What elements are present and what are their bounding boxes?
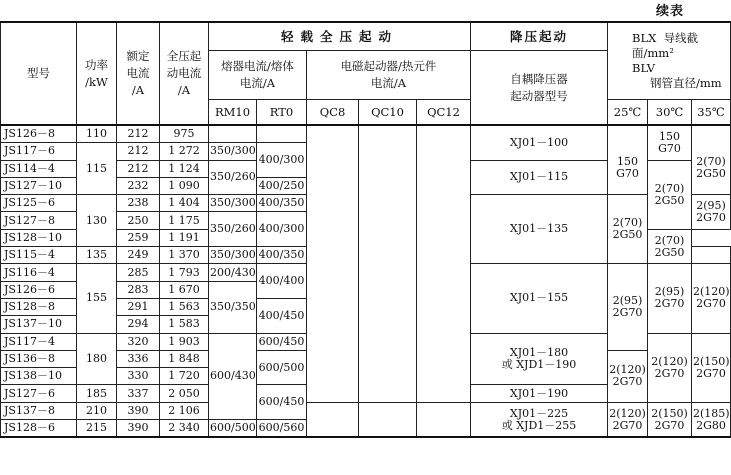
row-start: 1 404 bbox=[160, 195, 209, 212]
rt0-cell: 400/250 bbox=[257, 177, 307, 194]
row-model: JS137－8 bbox=[1, 402, 77, 419]
row-current: 337 bbox=[117, 385, 160, 402]
header-power: 功率 /kW bbox=[77, 22, 117, 125]
row-power: 155 bbox=[77, 264, 117, 333]
rt0-cell: 600/450 bbox=[257, 333, 307, 350]
row-model: JS128－8 bbox=[1, 298, 77, 315]
wire25-cell: 2(95) 2G70 bbox=[608, 264, 648, 350]
header-wire-section: BLX 导线截面/mm² BLV 钢管直径/mm bbox=[608, 22, 731, 100]
rm10-cell: 350/300 bbox=[209, 143, 257, 160]
rt0-cell: 400/400 bbox=[257, 264, 307, 299]
rt0-cell: 400/350 bbox=[257, 247, 307, 264]
row-start: 1 720 bbox=[160, 368, 209, 385]
row-start: 1 090 bbox=[160, 177, 209, 194]
header-fuse: 熔器电流/熔体 电流/A bbox=[209, 51, 307, 100]
rt0-cell: 600/500 bbox=[257, 350, 307, 385]
row-power: 180 bbox=[77, 333, 117, 385]
wire25-cell: 2(120) 2G70 bbox=[608, 350, 648, 402]
rm10-cell: 350/300 bbox=[209, 195, 257, 212]
header-magnetic-starter: 电磁起动器/热元件 电流/A bbox=[307, 51, 471, 100]
row-current: 336 bbox=[117, 350, 160, 367]
row-model: JS127－8 bbox=[1, 212, 77, 229]
row-power: 210 bbox=[77, 402, 117, 419]
starter-cell: XJ01－115 bbox=[471, 160, 608, 195]
row-power: 110 bbox=[77, 125, 117, 143]
row-power: 135 bbox=[77, 247, 117, 264]
table-caption: 续表 bbox=[655, 4, 684, 19]
row-power: 130 bbox=[77, 195, 117, 247]
wire25-cell: 2(120) 2G70 bbox=[608, 402, 648, 437]
row-current: 212 bbox=[117, 143, 160, 160]
rm10-cell: 350/300 bbox=[209, 247, 257, 264]
row-current: 294 bbox=[117, 316, 160, 333]
wire30-cell: 2(150) 2G70 bbox=[648, 402, 692, 437]
wire35-cell: 2(95) 2G70 bbox=[692, 195, 731, 230]
rm10-cell: 350/260 bbox=[209, 212, 257, 247]
rm10-cell: 600/430 bbox=[209, 333, 257, 419]
row-model: JS137－10 bbox=[1, 316, 77, 333]
row-current: 238 bbox=[117, 195, 160, 212]
wire35-cell: 2(150) 2G70 bbox=[692, 333, 731, 402]
rt0-cell: 400/300 bbox=[257, 212, 307, 247]
header-reduced-start: 降压起动 bbox=[471, 22, 608, 51]
wire35-cell: 2(70) 2G50 bbox=[648, 229, 692, 264]
row-start: 975 bbox=[160, 125, 209, 143]
header-light-start: 轻载全压起动 bbox=[209, 22, 471, 51]
wire30-cell: 2(95) 2G70 bbox=[648, 264, 692, 333]
row-current: 390 bbox=[117, 402, 160, 419]
row-current: 285 bbox=[117, 264, 160, 281]
wire35-cell: 2(185) 2G80 bbox=[692, 402, 731, 437]
row-model: JS127－6 bbox=[1, 385, 77, 402]
wire35-cell: 2(70) 2G50 bbox=[692, 143, 731, 195]
row-start: 2 106 bbox=[160, 402, 209, 419]
header-rm10: RM10 bbox=[209, 100, 257, 126]
qc10-empty bbox=[359, 125, 417, 402]
row-start: 1 563 bbox=[160, 298, 209, 315]
row-start: 1 370 bbox=[160, 247, 209, 264]
row-start: 1 903 bbox=[160, 333, 209, 350]
row-current: 291 bbox=[117, 298, 160, 315]
header-qc10: QC10 bbox=[359, 100, 417, 126]
row-model: JS136－8 bbox=[1, 350, 77, 367]
rt0-cell: 600/560 bbox=[257, 420, 307, 438]
row-model: JS126－6 bbox=[1, 281, 77, 298]
row-current: 249 bbox=[117, 247, 160, 264]
wire25-cell: 2(70) 2G50 bbox=[608, 195, 648, 264]
row-current: 212 bbox=[117, 160, 160, 177]
row-current: 283 bbox=[117, 281, 160, 298]
row-power: 185 bbox=[77, 385, 117, 402]
row-start: 1 583 bbox=[160, 316, 209, 333]
wire30-cell: 150 G70 bbox=[648, 125, 692, 160]
starter-cell: XJ01－135 bbox=[471, 195, 608, 264]
header-qc12: QC12 bbox=[417, 100, 471, 126]
rt0-cell: 400/450 bbox=[257, 298, 307, 333]
rm10-cell: 200/430 bbox=[209, 264, 257, 281]
starter-cell: XJ01－190 bbox=[471, 385, 608, 402]
rt0-cell: 400/300 bbox=[257, 143, 307, 178]
row-model: JS126－8 bbox=[1, 125, 77, 143]
header-rt0: RT0 bbox=[257, 100, 307, 126]
header-t25: 25℃ bbox=[608, 100, 648, 126]
row-model: JS117－4 bbox=[1, 333, 77, 350]
row-model: JS127－10 bbox=[1, 177, 77, 194]
row-start: 2 340 bbox=[160, 420, 209, 438]
motor-start-table bbox=[0, 21, 731, 438]
row-model: JS128－6 bbox=[1, 420, 77, 438]
header-qc8: QC8 bbox=[307, 100, 359, 126]
row-current: 250 bbox=[117, 212, 160, 229]
row-model: JS116－4 bbox=[1, 264, 77, 281]
rm10-cell: 350/260 bbox=[209, 160, 257, 195]
row-current: 390 bbox=[117, 420, 160, 438]
wire25-cell: 150 G70 bbox=[608, 143, 648, 195]
row-start: 1 124 bbox=[160, 160, 209, 177]
row-model: JS117－6 bbox=[1, 143, 77, 160]
row-model: JS138－10 bbox=[1, 368, 77, 385]
header-t35: 35℃ bbox=[692, 100, 731, 126]
row-start: 1 175 bbox=[160, 212, 209, 229]
row-start: 1 272 bbox=[160, 143, 209, 160]
row-current: 320 bbox=[117, 333, 160, 350]
row-current: 212 bbox=[117, 125, 160, 143]
header-t30: 30℃ bbox=[648, 100, 692, 126]
row-current: 259 bbox=[117, 229, 160, 246]
rm10-cell: 600/500 bbox=[209, 420, 257, 438]
row-current: 330 bbox=[117, 368, 160, 385]
row-model: JS125－6 bbox=[1, 195, 77, 212]
rm10-cell: 350/350 bbox=[209, 281, 257, 333]
starter-cell: XJ01－155 bbox=[471, 264, 608, 333]
wire30-cell: 2(120) 2G70 bbox=[648, 333, 692, 402]
starter-cell: XJ01－100 bbox=[471, 125, 608, 160]
row-model: JS128－10 bbox=[1, 229, 77, 246]
row-power: 115 bbox=[77, 143, 117, 195]
wire30-cell: 2(70) 2G50 bbox=[648, 160, 692, 229]
row-power: 215 bbox=[77, 420, 117, 438]
header-rated-current: 额定 电流 /A bbox=[117, 22, 160, 125]
row-model: JS114－4 bbox=[1, 160, 77, 177]
header-start-current: 全压起 动电流 /A bbox=[160, 22, 209, 125]
row-start: 1 670 bbox=[160, 281, 209, 298]
starter-cell: XJ01－225 或 XJD1－255 bbox=[471, 402, 608, 437]
row-start: 1 848 bbox=[160, 350, 209, 367]
row-start: 1 793 bbox=[160, 264, 209, 281]
row-current: 232 bbox=[117, 177, 160, 194]
rt0-cell: 600/450 bbox=[257, 385, 307, 420]
row-start: 2 050 bbox=[160, 385, 209, 402]
wire35-cell: 2(120) 2G70 bbox=[692, 264, 731, 333]
qc12-empty bbox=[417, 125, 471, 402]
rt0-cell: 400/350 bbox=[257, 195, 307, 212]
header-autotransformer: 自耦降压器 起动器型号 bbox=[471, 51, 608, 126]
row-start: 1 191 bbox=[160, 229, 209, 246]
row-model: JS115－4 bbox=[1, 247, 77, 264]
qc8-empty bbox=[307, 125, 359, 402]
starter-cell: XJ01－180 或 XJD1－190 bbox=[471, 333, 608, 385]
header-model: 型号 bbox=[1, 22, 77, 125]
